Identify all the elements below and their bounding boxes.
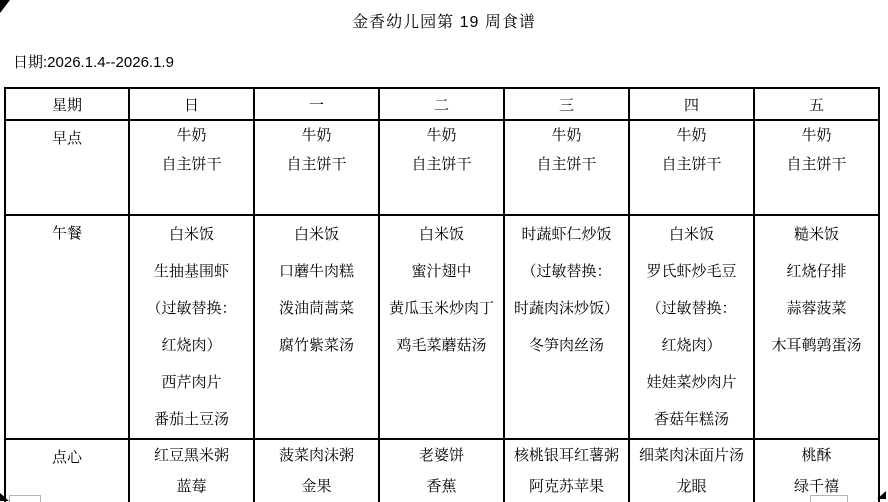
- menu-item: 牛奶: [801, 127, 832, 144]
- menu-item: 牛奶: [301, 127, 332, 144]
- menu-table-body: [5, 120, 879, 502]
- menu-cell-breakfast-四: [629, 120, 754, 215]
- menu-cell-lunch-三: [504, 215, 629, 439]
- menu-item: 牛奶: [426, 127, 457, 144]
- menu-item: 自主饼干: [786, 156, 847, 173]
- menu-item: 红烧肉）: [661, 337, 722, 354]
- menu-item: 生抽基围虾: [153, 263, 229, 280]
- menu-cell-lunch-五: [754, 215, 879, 439]
- menu-table-header-row: [5, 88, 879, 120]
- menu-item: 香菇年糕汤: [653, 411, 729, 428]
- header-day-一: 一: [254, 88, 379, 120]
- menu-item: 泼油茼蒿菜: [278, 300, 354, 317]
- menu-item: 冬笋肉丝汤: [528, 337, 604, 354]
- menu-item: 蓝莓: [176, 478, 207, 495]
- menu-item: 阿克苏苹果: [528, 478, 604, 495]
- menu-cell-snack-日: [129, 439, 254, 502]
- menu-item: 黄瓜玉米炒肉丁: [388, 300, 494, 317]
- menu-item: 白米饭: [418, 226, 464, 243]
- menu-row-snack: [5, 439, 879, 502]
- menu-item: （过敏替换：: [146, 300, 237, 317]
- menu-cell-lunch-日: [129, 215, 254, 439]
- menu-item: 娃娃菜炒肉片: [646, 374, 737, 391]
- menu-item: 红豆黑米粥: [153, 447, 229, 464]
- date-range-label: 日期:2026.1.4--2026.1.9: [13, 54, 174, 71]
- menu-item: 自主饼干: [536, 156, 597, 173]
- header-day-二: 二: [379, 88, 504, 120]
- menu-row-lunch: [5, 215, 879, 439]
- header-day-四: 四: [629, 88, 754, 120]
- cursor-artifact-top-left: [0, 0, 10, 13]
- menu-item: 糙米饭: [793, 226, 839, 243]
- menu-cell-snack-二: [379, 439, 504, 502]
- row-label: 点心: [51, 449, 82, 466]
- header-day-五: 五: [754, 88, 879, 120]
- menu-item: （过敏替换：: [646, 300, 737, 317]
- menu-item: 绿千禧: [793, 478, 839, 495]
- cursor-artifact-bottom-left: [0, 493, 9, 501]
- menu-item: 红烧仔排: [786, 263, 847, 280]
- menu-table: [4, 87, 880, 502]
- menu-item: 白米饭: [668, 226, 714, 243]
- menu-item: 自主饼干: [286, 156, 347, 173]
- menu-item: 龙眼: [676, 478, 707, 495]
- menu-cell-breakfast-三: [504, 120, 629, 215]
- menu-row-breakfast: [5, 120, 879, 215]
- menu-item: 桃酥: [801, 447, 832, 464]
- menu-cell-snack-一: [254, 439, 379, 502]
- header-day-日: 日: [129, 88, 254, 120]
- menu-item: 自主饼干: [161, 156, 222, 173]
- menu-cell-breakfast-五: [754, 120, 879, 215]
- menu-item: 金果: [301, 478, 332, 495]
- menu-item: 牛奶: [676, 127, 707, 144]
- row-label-cell-breakfast: [5, 120, 129, 215]
- page-title: 金香幼儿园第 19 周食谱: [352, 14, 536, 31]
- menu-cell-lunch-四: [629, 215, 754, 439]
- menu-item: 时蔬虾仁炒饭: [521, 226, 612, 243]
- menu-item: 西芹肉片: [161, 374, 222, 391]
- row-label: 早点: [51, 130, 82, 147]
- cursor-artifact-bottom-right: [877, 491, 886, 499]
- menu-cell-snack-三: [504, 439, 629, 502]
- menu-item: 自主饼干: [661, 156, 722, 173]
- menu-item: 口蘑牛肉糕: [278, 263, 354, 280]
- menu-cell-lunch-二: [379, 215, 504, 439]
- header-weekday-corner: 星期: [5, 88, 129, 120]
- header-day-三: 三: [504, 88, 629, 120]
- menu-item: 罗氏虾炒毛豆: [646, 263, 737, 280]
- menu-item: 菠菜肉沫粥: [278, 447, 354, 464]
- menu-cell-snack-四: [629, 439, 754, 502]
- row-label-cell-lunch: [5, 215, 129, 439]
- menu-item: 白米饭: [293, 226, 339, 243]
- menu-cell-lunch-一: [254, 215, 379, 439]
- menu-item: 香蕉: [426, 478, 457, 495]
- row-label: 午餐: [51, 225, 82, 242]
- menu-item: 红烧肉）: [161, 337, 222, 354]
- menu-item: 自主饼干: [411, 156, 472, 173]
- menu-item: 细菜肉沫面片汤: [638, 447, 744, 464]
- menu-item: 牛奶: [551, 127, 582, 144]
- menu-item: 白米饭: [168, 226, 214, 243]
- menu-cell-snack-五: [754, 439, 879, 502]
- menu-item: 核桃银耳红薯粥: [513, 447, 619, 464]
- menu-cell-breakfast-二: [379, 120, 504, 215]
- row-label-cell-snack: [5, 439, 129, 502]
- menu-cell-breakfast-一: [254, 120, 379, 215]
- menu-item: 牛奶: [176, 127, 207, 144]
- menu-item: 木耳鹌鹑蛋汤: [771, 337, 862, 354]
- menu-cell-breakfast-日: [129, 120, 254, 215]
- menu-item: 鸡毛菜蘑菇汤: [396, 337, 487, 354]
- menu-item: 番茄土豆汤: [153, 411, 229, 428]
- menu-item: 蜜汁翅中: [411, 263, 472, 280]
- menu-item: 时蔬肉沫炒饭）: [513, 300, 619, 317]
- clipped-box-artifact-bottom-left: [9, 495, 41, 502]
- menu-item: 老婆饼: [418, 447, 464, 464]
- clipped-box-artifact-bottom-right: [810, 495, 848, 502]
- menu-item: （过敏替换：: [521, 263, 612, 280]
- menu-item: 蒜蓉菠菜: [786, 300, 847, 317]
- menu-item: 腐竹紫菜汤: [278, 337, 354, 354]
